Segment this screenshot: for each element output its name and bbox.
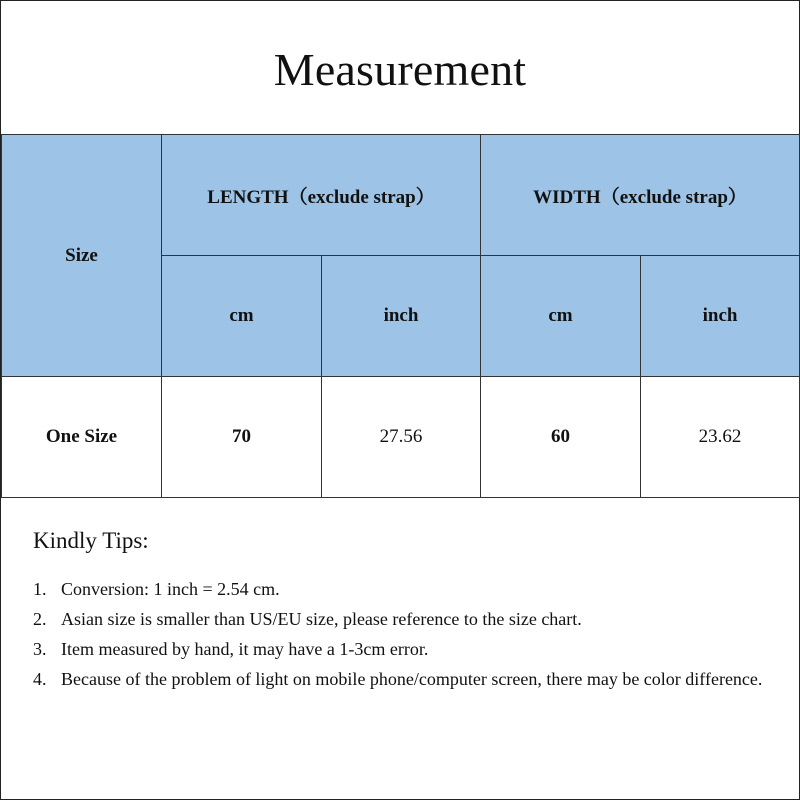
width-inch-value-cell: 23.62 xyxy=(641,377,800,498)
size-header-cell: Size xyxy=(2,135,162,377)
width-inch-unit-cell: inch xyxy=(641,256,800,377)
size-value-cell: One Size xyxy=(2,377,162,498)
list-item-text: Asian size is smaller than US/EU size, please reference to the size chart. xyxy=(61,609,582,629)
page-title: Measurement xyxy=(273,44,527,95)
list-item xyxy=(33,604,773,634)
list-item-text: Conversion: 1 inch = 2.54 cm. xyxy=(61,579,280,599)
list-item-number: 1. xyxy=(33,579,47,599)
tips-list xyxy=(33,574,773,694)
list-item xyxy=(33,664,773,694)
size-table xyxy=(1,134,800,498)
list-item-number: 2. xyxy=(33,609,47,629)
list-item-number: 4. xyxy=(33,669,47,689)
list-item-text: Because of the problem of light on mobile phone/computer screen, there may be color difference. xyxy=(61,669,763,689)
tips-section xyxy=(33,528,773,694)
width-header-cell: WIDTH（exclude strap） xyxy=(481,135,800,256)
length-cm-unit-cell: cm xyxy=(162,256,322,377)
length-inch-value-cell: 27.56 xyxy=(322,377,481,498)
width-cm-value-cell: 60 xyxy=(481,377,641,498)
table-row xyxy=(2,377,800,498)
list-item-number: 3. xyxy=(33,639,47,659)
length-header-cell: LENGTH（exclude strap） xyxy=(162,135,481,256)
list-item xyxy=(33,574,773,604)
list-item-text: Item measured by hand, it may have a 1-3cm error. xyxy=(61,639,429,659)
table-header-row xyxy=(2,135,800,256)
length-cm-value-cell: 70 xyxy=(162,377,322,498)
tips-heading: Kindly Tips: xyxy=(33,528,149,553)
length-inch-unit-cell: inch xyxy=(322,256,481,377)
title-area xyxy=(1,1,799,134)
list-item xyxy=(33,634,773,664)
width-cm-unit-cell: cm xyxy=(481,256,641,377)
